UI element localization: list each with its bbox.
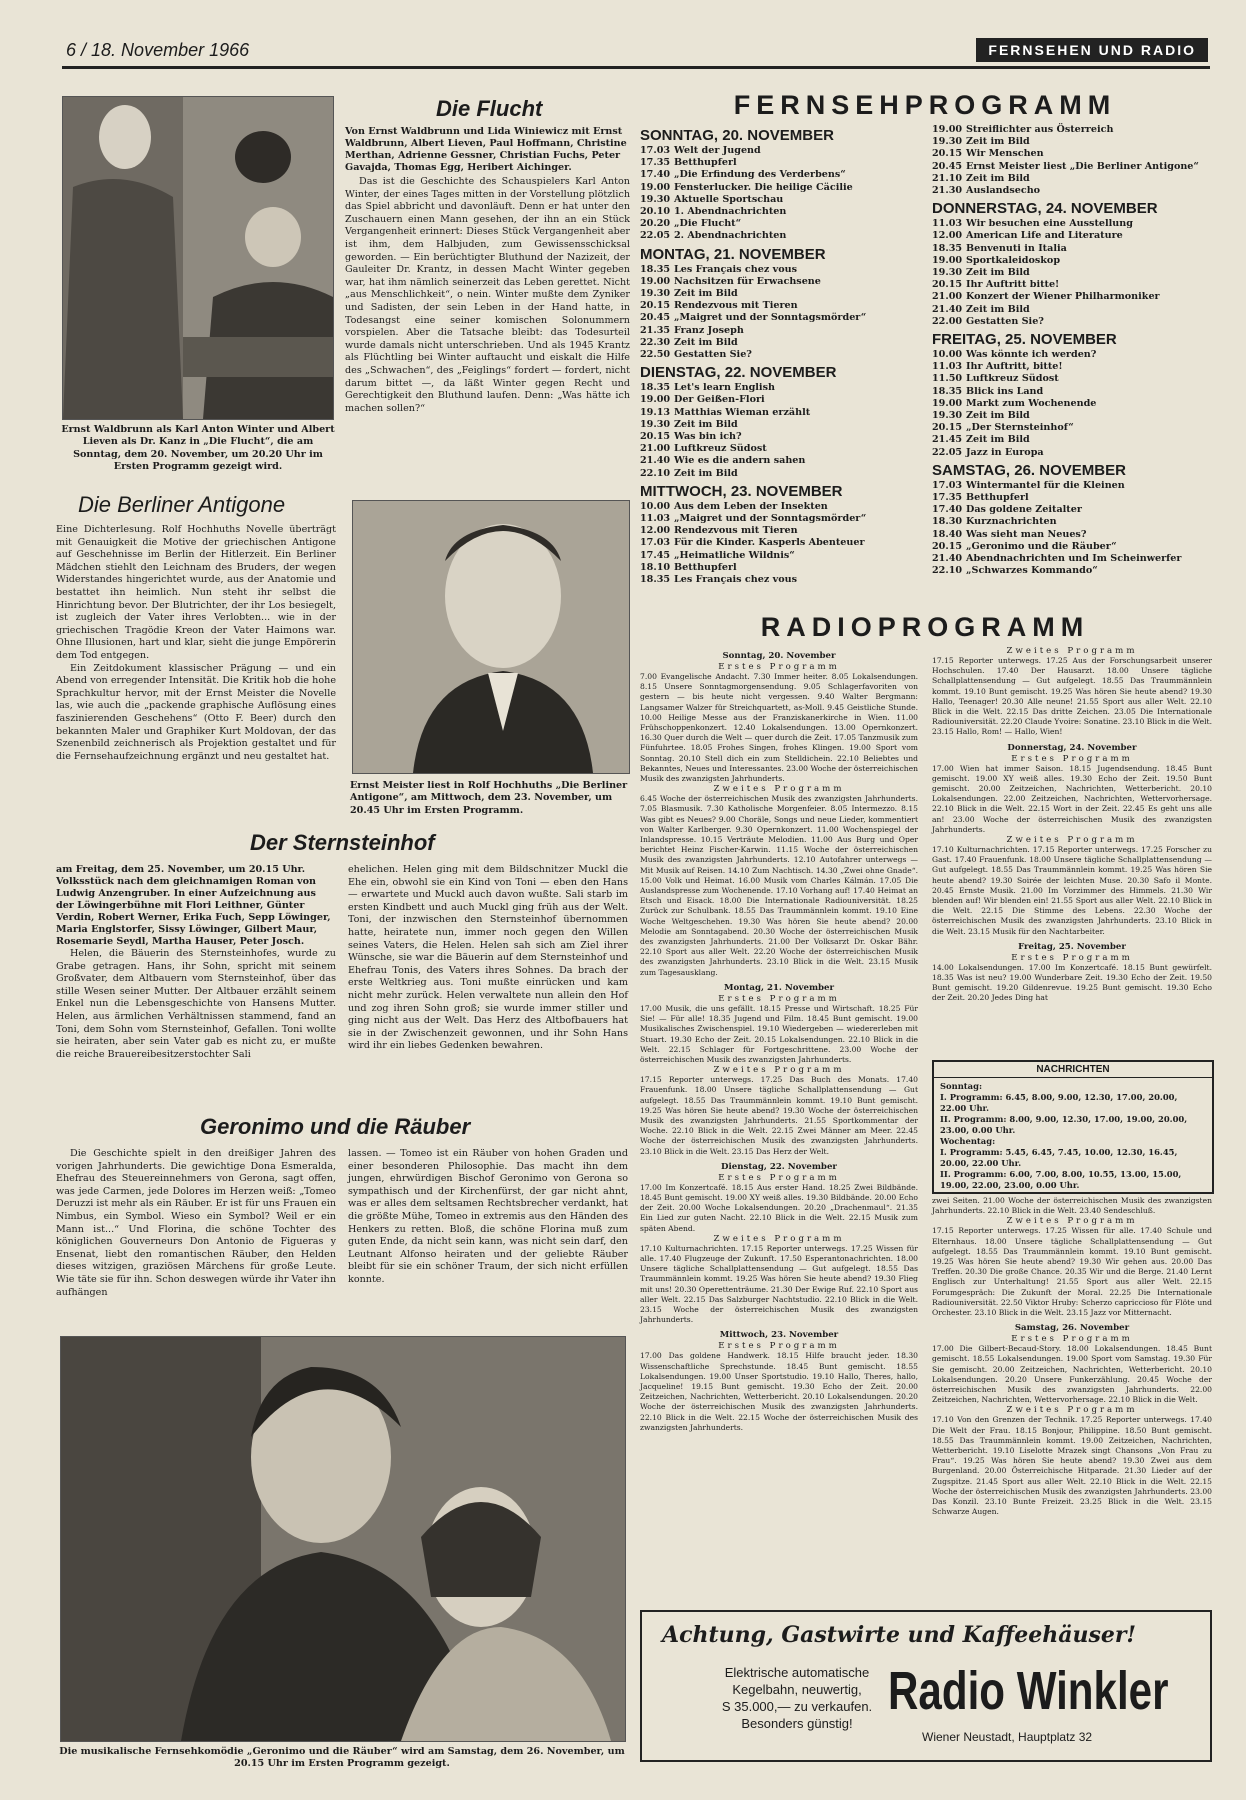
title-die-flucht: Die Flucht: [436, 96, 543, 121]
tv-listing: [640, 276, 918, 288]
tv-title: „Heimatliche Wildnis“: [674, 549, 795, 561]
tv-listing: [640, 443, 918, 455]
ad-brand: Radio Winkler: [888, 1661, 1169, 1721]
tv-title: Blick ins Land: [966, 385, 1044, 397]
tv-listing: [640, 501, 918, 513]
radio-program-label: Zweites Programm: [1006, 835, 1138, 846]
tv-listing: [640, 312, 918, 324]
caption-antigone: Ernst Meister liest in Rolf Hochhuths „Die Berliner Antigone“, am Mittwoch, dem 23. November, um 20.45 Uhr im Ersten Programm.: [350, 780, 628, 816]
tv-title: Was könnte ich werden?: [966, 349, 1097, 361]
tv-listing: [932, 447, 1212, 459]
tv-time: 12.00: [640, 525, 671, 537]
tv-listing: [932, 553, 1212, 565]
tv-time: 11.03: [932, 361, 963, 373]
tv-listing: [932, 361, 1212, 373]
tv-title: „Die Flucht“: [674, 218, 742, 230]
tv-time: 19.00: [932, 254, 963, 266]
tv-listing: [932, 349, 1212, 361]
photo-geronimo: [60, 1336, 626, 1742]
radio-listing: 17.00 Im Konzertcafé. 18.15 Aus erster Hand. 18.25 Zwei Bildbände. 18.45 Bunt gemischt. 19.00 XY weiß alles. 19.30 Bildbände. 20.00 Echo der Zeit. 20.00 Woche Lokalsendungen. 20.20 „Drachenmaul“. 21.35 Ein Lied zur guten Nacht. 22.10 Blick in die Welt. 22.15 Musik zum späten Abend.: [640, 1182, 918, 1233]
tv-time: 19.30: [640, 418, 671, 430]
tv-time: 18.35: [640, 263, 671, 275]
tv-time: 17.35: [932, 492, 963, 504]
tv-title: „Geronimo und die Räuber“: [966, 540, 1117, 552]
tv-time: 21.40: [932, 303, 963, 315]
tv-time: 19.30: [640, 193, 671, 205]
radio-program-label: Zweites Programm: [1006, 1216, 1138, 1227]
tv-listing: [932, 516, 1212, 528]
body2-antigone: Ein Zeitdokument klassischer Prägung — und ein Abend von erregender Intensität. Die Kritik hob die hohe Sprachkultur hervor, mit der Ernst Meister die Novelle las, wie auch die „packende graphische Auflösung eines faszinierenden Geschehens“ (Otto F. Beer) durch den bekannten Maler und Graphiker Kurt Moldovan, der das Szenenbild zeichnerisch als Projektion gestaltet und für die Fernsehaufzeichnung ergänzt und neu gestaltet hat.: [56, 662, 336, 762]
radio-listing: 17.15 Reporter unterwegs. 17.25 Wissen für alle. 17.40 Schule und Elternhaus. 18.00 Unsere tägliche Schallplattensendung — Gut aufgelegt. 18.55 Das Traummännlein kommt. 19.10 Bunt gemischt. 19.25 Was hören Sie heute abend? 19.30 Wir gehen aus. 20.00 Das Treffen. 20.30 Die große Chance. 20.35 Wir und die Berge. 21.40 Lernt Englisch zur Unterhaltung! 21.55 Sport aus aller Welt. 22.15 Forumgespräch: Die Zukunft der Moral. 22.25 Die Internationale Radiouniversität. 22.50 Viktor Hruby: Scherzo capriccioso für Flöte und Orchester. 23.10 Blick in die Welt. 23.15 Jazz vor Mitternacht.: [932, 1226, 1212, 1318]
tv-time: 21.30: [932, 185, 963, 197]
radio-listing: 7.00 Evangelische Andacht. 7.30 Immer heiter. 8.05 Lokalsendungen. 8.15 Unsere Sonntagmorgensendung. 9.05 Schlagerfavoriten von gestern — bis heute nicht vergessen. 9.40 Walter Bergmann: Langsamer Walzer für Streichquartett, as-Moll. 9.45 Geistliche Stunde. 10.00 Heilige Messe aus der Franziskanerkirche in Wien. 11.00 Frühschoppenkonzert. 12.40 Lokalsendungen. 13.00 Opernkonzert. 16.30 Quer durch die Welt — quer durch die Zeit. 17.05 Tanzmusik zum Fünfuhrtee. 18.05 Frohes Singen, frohes Klingen. 19.00 Sport vom Sonntag. 20.10 Stell dich ein zum Stelldichein. 22.10 Beliebtes und Bekanntes, Neues und Interessantes. 23.00 Woche der österreichischen Musik des zwanzigsten Jahrhunderts.: [640, 672, 918, 784]
ad-line-3: S 35.000,— zu verkaufen.: [721, 1699, 873, 1714]
tv-listing: [640, 525, 918, 537]
tv-title: Zeit im Bild: [966, 267, 1030, 279]
tv-time: 20.45: [640, 312, 671, 324]
tv-title: Rendezvous mit Tieren: [674, 300, 798, 312]
tv-listing: [932, 434, 1212, 446]
tv-title: Wie es die andern sahen: [674, 455, 806, 467]
tv-title: Luftkreuz Südost: [674, 443, 767, 455]
tv-title: Rendezvous mit Tieren: [674, 525, 798, 537]
tv-listing: [932, 373, 1212, 385]
tv-title: Zeit im Bild: [674, 418, 738, 430]
tv-time: 12.00: [932, 230, 963, 242]
caption-die-flucht: Ernst Waldbrunn als Karl Anton Winter und Albert Lieven als Dr. Kanz in „Die Flucht“, die am Sonntag, dem 20. November, um 20.20 Uhr im Ersten Programm gezeigt wird.: [61, 424, 335, 473]
tv-day-heading: DIENSTAG, 22. NOVEMBER: [640, 364, 837, 382]
tv-listing: [640, 206, 918, 218]
tv-title: Les Français chez vous: [674, 574, 797, 586]
tv-title: Matthias Wieman erzählt: [674, 406, 811, 418]
tv-title: „Die Erfindung des Verderbens“: [674, 169, 846, 181]
tv-time: 10.00: [932, 349, 963, 361]
tv-time: 22.10: [932, 565, 963, 577]
tv-title: „Schwarzes Kommando“: [966, 565, 1098, 577]
radio-listing: 17.10 Kulturnachrichten. 17.15 Reporter unterwegs. 17.25 Forscher zu Gast. 17.40 Frauenfunk. 18.00 Unsere tägliche Schallplattensendung — Gut aufgelegt. 18.55 Das Traummännlein kommt. 19.25 Was hören Sie heute abend? 19.30 Soirée der leichten Muse. 20.30 Safo il Monte. 20.45 Ernste Musik. 21.00 Im Vorzimmer des Himmels. 21.30 Wir blenden auf! Wir blenden ein! 21.55 Sport aus aller Welt. 22.10 Blick in die Welt. 22.15 Die Stimme des Lebens. 22.30 Woche der österreichischen Musik des zwanzigsten Jahrhunderts. 23.10 Blick in die Welt. 23.15 Musik für den Nachtarbeiter.: [932, 845, 1212, 936]
tv-listing: [932, 398, 1212, 410]
tv-listing: [932, 541, 1212, 553]
tv-time: 20.20: [640, 218, 671, 230]
tv-day-heading: FREITAG, 25. NOVEMBER: [932, 331, 1117, 349]
tv-time: 22.05: [932, 446, 963, 458]
tv-title: Fensterlucker. Die heilige Cäcilie: [674, 181, 853, 193]
radio-column-right-top: [932, 646, 1212, 1004]
radio-day-heading: Freitag, 25. November: [1018, 941, 1126, 952]
tv-time: 19.30: [932, 410, 963, 422]
tv-title: Betthupferl: [966, 492, 1029, 504]
news-woche-label: Wochentag:: [940, 1136, 996, 1146]
tv-title: Zeit im Bild: [674, 336, 738, 348]
tv-title: Auslandsecho: [966, 185, 1041, 197]
tv-day-heading: DONNERSTAG, 24. NOVEMBER: [932, 200, 1158, 218]
news-sonntag-2: II. Programm: 8.00, 9.00, 12.30, 17.00, 19.00, 20.00, 23.00, 0.00 Uhr.: [940, 1114, 1188, 1135]
tv-time: 20.15: [932, 148, 963, 160]
tv-listing: [640, 394, 918, 406]
tv-time: 20.10: [640, 206, 671, 218]
tv-title: „Maigret und der Sonntagsmörder“: [674, 312, 867, 324]
tv-title: „Der Sternsteinhof“: [966, 422, 1074, 434]
tv-time: 21.00: [640, 443, 671, 455]
tv-time: 20.15: [932, 279, 963, 291]
tv-time: 19.00: [640, 394, 671, 406]
radio-listing: 17.00 Die Gilbert-Becaud-Story. 18.00 Lokalsendungen. 18.45 Bunt gemischt. 18.55 Lokalsendungen. 19.00 Sport vom Samstag. 19.30 Für Sie gemischt. 20.00 Zeitzeichen, Nachrichten, Wetterbericht. 20.10 Lokalsendungen. 20.20 Unsere Funkerzählung. 20.45 Woche der österreichischen Musik des zwanzigsten Jahrhunderts. 22.00 Zeitzeichen, Nachrichten, Wettervorhersage. 22.10 Blick in die Welt.: [932, 1344, 1212, 1405]
tv-title: Benvenuti in Italia: [966, 242, 1067, 254]
title-sternsteinhof: Der Sternsteinhof: [250, 830, 435, 855]
tv-time: 20.15: [640, 300, 671, 312]
radio-listing: 17.15 Reporter unterwegs. 17.25 Das Buch des Monats. 17.40 Frauenfunk. 18.00 Unsere tägliche Schallplattensendung — Gut aufgelegt. 18.55 Das Traummännlein kommt. 19.10 Bunt gemischt. 19.25 Was hören Sie heute abend? 19.30 Woche der österreichischen Musik des zwanzigsten Jahrhunderts. 21.55 Sportkommentar der Woche. 22.10 Blick in die Welt. 22.15 Zwei Männer am Meer. 22.45 Woche der österreichischen Musik des zwanzigsten Jahrhunderts. 23.10 Blick in die Welt. 23.15 Das Herz der Welt.: [640, 1075, 918, 1156]
body2-sternsteinhof: ehelichen. Helen ging mit dem Bildschnitzer Muckl die Ehe ein, obwohl sie ein Kind von Toni — eben den Hans — erwartete und Muckl auch davon wußte. Sali starb im ersten Kindbett und auch Muckl ging früh aus der Welt. Toni, der inzwischen den Sternsteinhof übernommen hatte, heiratete nun, immer noch gegen den Willen seines Vaters, die Helen. Helen sah sich am Ziel ihrer Wünsche, sie war die Bäuerin auf dem Sternsteinhof und Ehefrau Tonis, des Vaters ihres Sohnes. Da brach der erste Weltkrieg aus. Toni mußte einrücken und kam nicht mehr zurück. Helen verwaltete nun allein den Hof und zog ihren Sohn groß; sie wurde immer stiller und ging nicht aus der Welt. Das Herz des Altbofbauers hat sie in der Zwischenzeit gewonnen, und ihr Sohn Hans wird ihr ein liebes Gedenken bewahren.: [348, 864, 628, 1052]
tv-listing: [932, 173, 1212, 185]
tv-listing: [932, 316, 1212, 328]
tv-listing: [932, 161, 1212, 173]
tv-title: Markt zum Wochenende: [966, 397, 1097, 409]
tv-title: Zeit im Bild: [966, 434, 1030, 446]
tv-title: Zeit im Bild: [966, 410, 1030, 422]
tv-time: 18.35: [932, 242, 963, 254]
tv-listing: [640, 169, 918, 181]
radio-program-label: Zweites Programm: [713, 1065, 845, 1076]
tv-title: Welt der Jugend: [674, 145, 761, 156]
radio-day-heading: Samstag, 26. November: [1014, 1323, 1130, 1334]
radio-program-label: Erstes Programm: [718, 662, 840, 672]
tv-title: Ernst Meister liest „Die Berliner Antigone“: [966, 160, 1199, 172]
tv-title: Aktuelle Sportschau: [674, 193, 784, 205]
tv-title: Aus dem Leben der Insekten: [674, 500, 828, 512]
body-die-flucht: Das ist die Geschichte des Schauspielers Karl Anton Winter, der eines Tages mitten in der Vorstellung plötzlich das Spiel abbricht und davonläuft. Denn er hat unter den Zuschauern einen Mann gesehen, der ihn an ein Stück Vergangenheit erinnert: Dieses Stück Vergangenheit aber ist ihm, dem Halbjuden, zum Gewissensschicksal geworden. — Ein berüchtigter Bluthund der Nazizeit, der Gauleiter Dr. Krantz, in dessen Macht Winter gegeben war, hat ihm nämlich seinerzeit das Leben gerettet. Nicht „aus Menschlichkeit“, o nein. Winter mußte dem Zyniker und Sadisten, der sein Leben in der Hand hatte, in Todesangst eine seiner komischen Solonummern vorspielen. Aber die Tatsache bleibt: das Todesurteil wurde damals nicht unterschrieben. Und als 1945 Krantz als Flüchtling bei Winter auftaucht und eiskalt die Hilfe des „Schwachen“, des „Feiglings“ fordert — fordert, nicht darum bittet —, da läßt Winter gegen Recht und Gerechtigkeit den Bluthund laufen. Denn: „Was hätte ich machen sollen?“: [345, 176, 630, 414]
tv-title: Für die Kinder. Kasperls Abenteuer: [674, 537, 865, 549]
tv-time: 22.10: [640, 467, 671, 479]
tv-time: 11.50: [932, 373, 963, 385]
radio-column-left: [640, 646, 918, 1433]
tv-listing: [932, 124, 1212, 136]
radio-program-label: Erstes Programm: [1011, 952, 1133, 963]
radio-program-label: Zweites Programm: [713, 784, 845, 795]
heading-radioprogramm: RADIOPROGRAMM: [760, 612, 1090, 642]
tv-listing: [932, 148, 1212, 160]
tv-listing: [932, 410, 1212, 422]
tv-title: Gestatten Sie?: [966, 315, 1044, 327]
tv-time: 21.10: [932, 172, 963, 184]
tv-title: Der Geißen-Flori: [674, 394, 765, 406]
ad-line-2: Kegelbahn, neuwertig,: [732, 1682, 862, 1697]
ad-offer: [712, 1664, 882, 1732]
tv-time: 21.35: [640, 324, 671, 336]
tv-time: 17.03: [640, 537, 671, 549]
tv-time: 22.30: [640, 336, 671, 348]
tv-time: 19.30: [932, 136, 963, 148]
radio-program-label: Erstes Programm: [718, 1172, 840, 1183]
tv-column-left: [640, 124, 918, 586]
tv-listing: [640, 431, 918, 443]
tv-listing: [932, 529, 1212, 541]
radio-listing: 17.00 Das goldene Handwerk. 18.15 Hilfe braucht jeder. 18.30 Wissenschaftliche Sprechstunde. 18.45 Bunt gemischt. 18.55 Lokalsendungen. 19.00 Unser Sportstudio. 19.10 Hallo, Theres, hallo, Jacqueline! 19.15 Bunt gemischt. 19.30 Echo der Zeit. 20.00 Zeitzeichen, Nachrichten, Wetterbericht. 20.10 Lokalsendungen. 20.20 Woche der österreichischen Musik des zwanzigsten Jahrhunderts. 22.10 Blick in die Welt. 22.15 Woche der österreichischen Musik des zwanzigsten Jahrhunderts.: [640, 1351, 918, 1432]
page-number-date: 6 / 18. November 1966: [66, 40, 250, 60]
news-body: [934, 1078, 1212, 1194]
tv-title: Betthupferl: [674, 561, 737, 573]
tv-title: Ihr Auftritt bitte!: [966, 279, 1060, 291]
title-geronimo: Geronimo und die Räuber: [200, 1114, 471, 1139]
tv-time: 19.00: [932, 397, 963, 409]
tv-listing: [932, 386, 1212, 398]
tv-listing: [640, 513, 918, 525]
tv-time: 11.03: [640, 513, 671, 525]
tv-listing: [932, 243, 1212, 255]
tv-time: 21.00: [932, 291, 963, 303]
article-die-flucht: [345, 126, 630, 415]
tv-listing: [932, 136, 1212, 148]
tv-title: Let's learn English: [674, 382, 775, 394]
issue-date: 18. November 1966: [91, 40, 250, 60]
tv-time: 18.40: [932, 528, 963, 540]
tv-title: Wir besuchen eine Ausstellung: [966, 218, 1133, 230]
tv-listing: [640, 550, 918, 562]
tv-time: 22.50: [640, 349, 671, 361]
tv-title: Les Français chez vous: [674, 263, 797, 275]
tv-listing: [640, 407, 918, 419]
tv-time: 17.45: [640, 549, 671, 561]
tv-time: 19.30: [932, 267, 963, 279]
tv-time: 18.10: [640, 561, 671, 573]
tv-title: Konzert der Wiener Philharmoniker: [966, 291, 1160, 303]
tv-listing: [932, 267, 1212, 279]
tv-time: 21.40: [932, 553, 963, 565]
tv-title: Was bin ich?: [674, 431, 742, 443]
radio-listing: 17.00 Musik, die uns gefällt. 18.15 Presse und Wirtschaft. 18.25 Für Sie! — Für alle! 18.35 Jugend und Film. 18.45 Bunt gemischt. 19.00 Musikalisches Zwischenspiel. 19.10 Wiedergeben — wiedererleben mit Stuart. 19.30 Echo der Zeit. 20.15 Lokalsendungen. 22.10 Blick in die Welt. 22.15 Schlager für Fortgeschrittene. 23.00 Woche der österreichischen Musik des zwanzigsten Jahrhunderts.: [640, 1003, 918, 1064]
photo-geronimo-image: [61, 1337, 625, 1741]
news-woche-2: II. Programm: 6.00, 7.00, 8.00, 10.55, 13.00, 15.00, 19.00, 22.00, 23.00, 0.00 Uhr.: [940, 1169, 1182, 1190]
tv-time: 17.03: [640, 145, 671, 156]
tv-title: Zeit im Bild: [674, 467, 738, 479]
ad-address: Wiener Neustadt, Hauptplatz 32: [922, 1730, 1093, 1744]
photo-antigone: [352, 500, 630, 774]
tv-title: Was sieht man Neues?: [966, 528, 1087, 540]
tv-title: „Maigret und der Sonntagsmörder“: [674, 513, 867, 525]
tv-title: Zeit im Bild: [966, 303, 1030, 315]
section-label: FERNSEHEN UND RADIO: [976, 38, 1208, 62]
tv-listing: [640, 562, 918, 574]
body2-geronimo: lassen. — Tomeo ist ein Räuber von hohen Graden und einer besonderen Philosophie. Das macht ihn dem jungen, ehrwürdigen Bischof Geronimo von Gerona so sympathisch und der Kirchenfürst, der gar nicht ahnt, was er alles dem seltsamen Rechtsbrecher verdankt, hat die größte Mühe, Tomeo in extremis aus den Händen des Henkers zu retten. Bloß, die schöne Florina muß zum guten Ende, da nicht sein kann, was nicht sein darf, den Leutnant Alfonso heiraten und der geliebte Räuber bleibt für sie ein schöner Traum, der sich nicht erfüllen konnte.: [348, 1148, 628, 1285]
radio-day-heading: Dienstag, 22. November: [721, 1161, 837, 1172]
tv-time: 21.40: [640, 455, 671, 467]
radio-listing: 17.15 Reporter unterwegs. 17.25 Aus der Forschungsarbeit unserer Hochschulen. 17.40 Der Hausarzt. 18.00 Unsere tägliche Schallplattensendung — Gut aufgelegt. 18.55 Das Traummännlein kommt. 19.10 Bunt gemischt. 19.25 Was hören Sie heute abend? 19.30 Hallo, Teenager! 20.30 Alle neune! 21.55 Sport aus aller Welt. 22.10 Blick in die Welt. 22.15 Das dritte Zeichen. 23.05 Die Internationale Radiouniversität. 22.20 Claude Yvoire: Sonatine. 23.10 Blick in die Welt. 23.15 Hallo, Rom! — Hallo, Wien!: [932, 656, 1212, 737]
ad-line-1: Elektrische automatische: [724, 1665, 870, 1680]
body-sternsteinhof: Helen, die Bäuerin des Sternsteinhofes, wurde zu Grabe getragen. Hans, ihr Sohn, spricht mit seinem Großvater, dem Altbauern vom Sternsteinhof, über das stille Wesen seiner Mutter. Der Altbauer erzählt seinem Enkel nun die Lebensgeschichte von Hansens Mutter. Helen, aus ärmlichen Verhältnissen stammend, fand an Toni, dem Sohn vom Sternsteinhof, Gefallen. Toni wollte sie heiraten, aber sein Vater gab es nicht zu, er mußte die reiche Brauereibesitzerstochter Sali: [56, 948, 336, 1060]
radio-program-label: Erstes Programm: [1011, 753, 1133, 764]
page-number: 6: [66, 40, 77, 60]
tv-time: 20.15: [932, 422, 963, 434]
tv-listing: [932, 492, 1212, 504]
news-sonntag-1: I. Programm: 6.45, 8.00, 9.00, 12.30, 17.00, 20.00, 22.00 Uhr.: [940, 1092, 1178, 1113]
tv-time: 19.00: [640, 181, 671, 193]
radio-listing: 14.00 Lokalsendungen. 17.00 Im Konzertcafé. 18.15 Bunt gewürfelt. 18.35 Was ist neu? 19.00 Wunderbare Zeit. 19.30 Echo der Zeit. 19.50 Bunt gemischt. 19.20 Gildenrevue. 19.25 Bunt gemischt. 19.30 Echo der Zeit. 20.20 Jedes Ding hat: [932, 962, 1212, 1003]
tv-title: Abendnachrichten und Im Scheinwerfer: [966, 553, 1182, 565]
radio-column-right-bottom: [932, 1196, 1212, 1517]
radio-day-heading: Montag, 21. November: [723, 982, 835, 993]
radio-listing: 17.10 Kulturnachrichten. 17.15 Reporter unterwegs. 17.25 Wissen für alle. 17.40 Flugzeuge der Zukunft. 17.50 Esperantonachrichten. 18.00 Unsere tägliche Schallplattensendung — Gut aufgelegt. 18.55 Das Traummännlein kommt. 19.25 Was hören Sie heute abend? 19.30 Flieg mit uns! 20.30 Operettenträume. 21.30 Der Ewige Ruf. 22.10 Sport aus aller Welt. 22.15 Das Salzburger Nachtstudio. 22.10 Blick in die Welt. 23.15 Woche der österreichischen Musik des zwanzigsten Jahrhunderts.: [640, 1243, 918, 1325]
tv-listing: [640, 288, 918, 300]
tv-listing: [932, 304, 1212, 316]
news-sonntag-label: Sonntag:: [940, 1081, 983, 1091]
tv-time: 11.03: [932, 218, 963, 230]
tv-listing: [932, 279, 1212, 291]
tv-listing: [932, 291, 1212, 303]
tv-time: 17.40: [932, 504, 963, 516]
tv-listing: [640, 182, 918, 194]
tv-time: 19.00: [640, 275, 671, 287]
radio-program-label: Zweites Programm: [1006, 1405, 1138, 1416]
photo-die-flucht: [62, 96, 334, 420]
tv-listing: [640, 194, 918, 206]
tv-title: American Life and Literature: [966, 230, 1123, 242]
tv-time: 22.05: [640, 230, 671, 242]
tv-time: 18.35: [932, 385, 963, 397]
photo-antigone-image: [353, 501, 629, 773]
tv-day-heading: MONTAG, 21. NOVEMBER: [640, 245, 826, 263]
tv-listing: [932, 480, 1212, 492]
tv-time: 17.40: [640, 169, 671, 181]
article-geronimo-col1: [56, 1148, 336, 1299]
tv-listing: [932, 422, 1212, 434]
radio-program-label: Zweites Programm: [713, 1233, 845, 1244]
article-sternsteinhof-col1: [56, 864, 336, 1061]
tv-listing: [640, 264, 918, 276]
tv-listing: [932, 230, 1212, 242]
tv-listing: [640, 468, 918, 480]
news-woche-1: I. Programm: 5.45, 6.45, 7.45, 10.00, 12.30, 16.45, 20.00, 22.00 Uhr.: [940, 1147, 1178, 1168]
tv-title: Zeit im Bild: [674, 288, 738, 300]
tv-listing: [640, 382, 918, 394]
radio-program-label: Erstes Programm: [718, 1341, 840, 1352]
tv-time: 22.00: [932, 315, 963, 327]
tv-title: Luftkreuz Südost: [966, 373, 1059, 385]
tv-time: 21.45: [932, 434, 963, 446]
article-sternsteinhof-col2: [348, 864, 628, 1053]
body-antigone: Eine Dichterlesung. Rolf Hochhuths Novelle überträgt mit Genauigkeit die Motive der griechischen Antigone auf Geschehnisse im Berlin der Hitlerzeit. Ein Berliner Mädchen stiehlt den Leichnam des Bruders, der wegen Widerstandes hingerichtet wurde, aus der Anatomie und bestattet ihn heimlich. Nun steht ihr selbst die Hinrichtung bevor. Der Blutrichter, der ihr Los besiegelt, ist zugleich der Vater ihres Verlobten... wie in der griechischen Tragödie Kreon der Vater Haimons war. Ohne Illusionen, hart und klar, sieht die junge Empörerin dem Tod entgegen.: [56, 524, 336, 661]
tv-title: Wir Menschen: [966, 148, 1044, 160]
tv-time: 10.00: [640, 500, 671, 512]
tv-title: Kurznachrichten: [966, 516, 1057, 528]
tv-title: 1. Abendnachrichten: [674, 206, 787, 218]
radio-day-heading: Mittwoch, 23. November: [719, 1330, 839, 1341]
article-antigone: [56, 524, 336, 763]
photo-die-flucht-image: [63, 97, 333, 419]
tv-listing: [932, 255, 1212, 267]
tv-listing: [640, 574, 918, 586]
tv-listing: [640, 419, 918, 431]
article-geronimo-col2: [348, 1148, 628, 1287]
tv-title: Gestatten Sie?: [674, 349, 752, 361]
radio-listing: zwei Seiten. 21.00 Woche der österreichischen Musik des zwanzigsten Jahrhunderts. 22.10 Blick in die Welt. 23.40 Sendeschluß.: [932, 1196, 1212, 1216]
tv-listing: [640, 325, 918, 337]
tv-time: 20.45: [932, 160, 963, 172]
tv-listing: [932, 218, 1212, 230]
tv-time: 20.15: [640, 431, 671, 443]
news-title: NACHRICHTEN: [934, 1062, 1212, 1078]
title-antigone: Die Berliner Antigone: [78, 492, 286, 517]
radio-listing: 17.00 Wien hat immer Saison. 18.15 Jugendsendung. 18.45 Bunt gemischt. 19.00 XY weiß alles. 19.30 Echo der Zeit. 19.50 Bunt gemischt. 20.00 Zeitzeichen, Nachrichten, Wetterbericht. 20.10 Lokalsendungen. 22.00 Zeitzeichen, Nachrichten, Wettervorhersage. 22.10 Blick in die Welt. 22.15 Wort in der Zeit. 22.45 Es geht uns alle an! 23.00 Woche der österreichischen Musik des zwanzigsten Jahrhunderts.: [932, 763, 1212, 834]
tv-title: Ihr Auftritt, bitte!: [966, 361, 1063, 373]
tv-day-heading: SAMSTAG, 26. NOVEMBER: [932, 461, 1126, 479]
heading-fernsehprogramm: FERNSEHPROGRAMM: [733, 90, 1117, 120]
tv-time: 19.30: [640, 288, 671, 300]
tv-title: Das goldene Zeitalter: [966, 504, 1082, 516]
tv-title: Nachsitzen für Erwachsene: [674, 275, 821, 287]
tv-listing: [640, 537, 918, 549]
tv-time: 17.35: [640, 157, 671, 169]
tv-listing: [640, 218, 918, 230]
tv-title: Zeit im Bild: [966, 172, 1030, 184]
tv-title: Jazz in Europa: [966, 446, 1044, 458]
credits-die-flucht: Von Ernst Waldbrunn und Lida Winiewicz mit Ernst Waldbrunn, Albert Lieven, Paul Hoffmann, Christine Merthan, Adrienne Gessner, Christian Fuchs, Peter Gavajda, Thomas Egg, Heribert Aichinger.: [345, 126, 627, 173]
tv-title: Sportkaleidoskop: [966, 254, 1061, 266]
tv-listing: [932, 504, 1212, 516]
tv-listing: [640, 300, 918, 312]
tv-time: 17.03: [932, 479, 963, 491]
tv-listing: [640, 455, 918, 467]
tv-time: 18.35: [640, 382, 671, 394]
radio-program-label: Erstes Programm: [718, 993, 840, 1004]
tv-listing: [640, 349, 918, 361]
radio-program-label: Zweites Programm: [1006, 646, 1138, 656]
tv-listing: [932, 565, 1212, 577]
tv-title: Streiflichter aus Österreich: [966, 124, 1114, 135]
body-geronimo: Die Geschichte spielt in den dreißiger Jahren des vorigen Jahrhunderts. Die gewichtige Dona Esmeralda, Ehefrau des Steuereinnehmers von Gerona, sagt offen, was jede Carmen, jede Dolores im Herzen weiß: „Tomeo Deruzzi ist mehr als ein Räuber. Er ist für uns Frauen ein Nimbus, ein Symbol. Wieso ein Symbol? Weil er ein Mann ist...“ Und Florina, die schöne Tochter des königlichen Gouverneurs Don Antonio de Figueras y Ensenat, liebt den romantischen Räuber, den Helden dieses witzigen, graziösen Märchens für große Leute. Wie täte sie für ihn. Schon deswegen würde ihr Vater ihn aufhängen: [56, 1148, 336, 1298]
caption-geronimo: Die musikalische Fernsehkomödie „Geronimo und die Räuber“ wird am Samstag, dem 26. November, um 20.15 Uhr im Ersten Programm gezeigt.: [59, 1746, 625, 1770]
tv-day-heading: SONNTAG, 20. NOVEMBER: [640, 127, 834, 144]
tv-column-right: [932, 124, 1212, 578]
tv-day-heading: MITTWOCH, 23. NOVEMBER: [640, 482, 843, 500]
tv-listing: [640, 157, 918, 169]
tv-time: 18.30: [932, 516, 963, 528]
tv-time: 19.13: [640, 406, 671, 418]
tv-listing: [640, 230, 918, 242]
radio-program-label: Erstes Programm: [1011, 1334, 1133, 1345]
tv-time: 18.35: [640, 574, 671, 586]
radio-day-heading: Sonntag, 20. November: [722, 651, 836, 661]
radio-listing: 17.10 Von den Grenzen der Technik. 17.25 Reporter unterwegs. 17.40 Die Welt der Frau. 18.15 Bonjour, Philippine. 18.50 Bunt gemischt. 18.55 Das Traummännlein kommt. 19.00 Zeitzeichen, Nachrichten, Wetterbericht. 19.10 Liselotte Mrazek singt Chansons „Von Frau zu Frau“. 19.25 Was hören Sie heute abend? 19.30 Zwei aus dem Burgenland. 20.00 Österreichische Hitparade. 21.30 Lieder auf der Zugspitze. 21.45 Sport aus aller Welt. 22.10 Blick in die Welt. 22.15 Woche der österreichischen Musik des zwanzigsten Jahrhunderts. 23.00 Das Konzil. 23.10 Bunte Freizeit. 23.25 Blick in die Welt. 23.15 Schwarze Augen.: [932, 1415, 1212, 1517]
tv-title: Wintermantel für die Kleinen: [966, 479, 1125, 491]
tv-title: Betthupferl: [674, 157, 737, 169]
radio-day-heading: Donnerstag, 24. November: [1007, 742, 1137, 753]
ad-headline: Achtung, Gastwirte und Kaffeehäuser!: [662, 1622, 1137, 1648]
radio-listing: 6.45 Woche der österreichischen Musik des zwanzigsten Jahrhunderts. 7.05 Blasmusik. 7.30 Katholische Morgenfeier. 8.05 Intermezzo. 8.15 Was gibt es Neues? 9.00 Choräle, Songs und neue Lieder, kommentiert von Walter Karlberger. 9.30 Opernkonzert. 11.00 Wochenspiegel der Inlandspresse. 10.15 Verträute Melodien. 11.00 Aus Burg und Oper berichtet Heinz Fischer-Karwin. 11.15 Woche der österreichischen Musik des zwanzigsten Jahrhunderts. 12.10 Autofahrer unterwegs — Mit Musik auf Reisen. 14.10 Zum Nachtisch. 14.30 „Zwei ohne Gnade“. 15.00 Volk und Heimat. 16.00 Musik vom Charles Kálmán. 17.05 Die Auslandspresse zum Wochenende. 17.10 Vorhang auf! 17.40 Heimat an Etsch und Eisack. 18.00 Die Internationale Radiouniversität. 18.25 Zurück zur Schulbank. 18.55 Das Traummännlein kommt. 19.10 Eine Woche Weltgeschehen. 19.30 Was hören Sie heute abend? 20.00 Melodie am Sonntagabend. 20.30 Woche der österreichischen Musik des zwanzigsten Jahrhunderts. 21.00 Der Volksarzt Dr. Oskar Bähr. 22.10 Sport aus aller Welt. 22.20 Woche der österreichischen Musik des zwanzigsten Jahrhunderts. 23.10 Blick in die Welt. 23.15 Musik zum Tagesausklang.: [640, 794, 918, 977]
tv-title: Franz Joseph: [674, 324, 744, 336]
tv-listing: [640, 145, 918, 157]
news-times-box: [932, 1060, 1214, 1194]
advertisement-radio-winkler: [640, 1610, 1212, 1762]
tv-listing: [932, 185, 1212, 197]
tv-time: 20.15: [932, 540, 963, 552]
tv-time: 19.00: [932, 124, 963, 135]
tv-listing: [640, 337, 918, 349]
credits-sternsteinhof: am Freitag, dem 25. November, um 20.15 Uhr. Volksstück nach dem gleichnamigen Roman von Ludwig Anzengruber. In einer Aufzeichnung aus der Löwingerbühne mit Flori Leithner, Günter Verdin, Robert Werner, Erika Fuch, Sepp Löwinger, Maria Englstorfer, Sissy Löwinger, Gilbert Maur, Rosemarie Seydl, Martha Hauser, Peter Josch.: [56, 864, 331, 947]
ad-line-4: Besonders günstig!: [741, 1716, 853, 1731]
tv-title: Zeit im Bild: [966, 136, 1030, 148]
tv-title: 2. Abendnachrichten: [674, 230, 787, 242]
